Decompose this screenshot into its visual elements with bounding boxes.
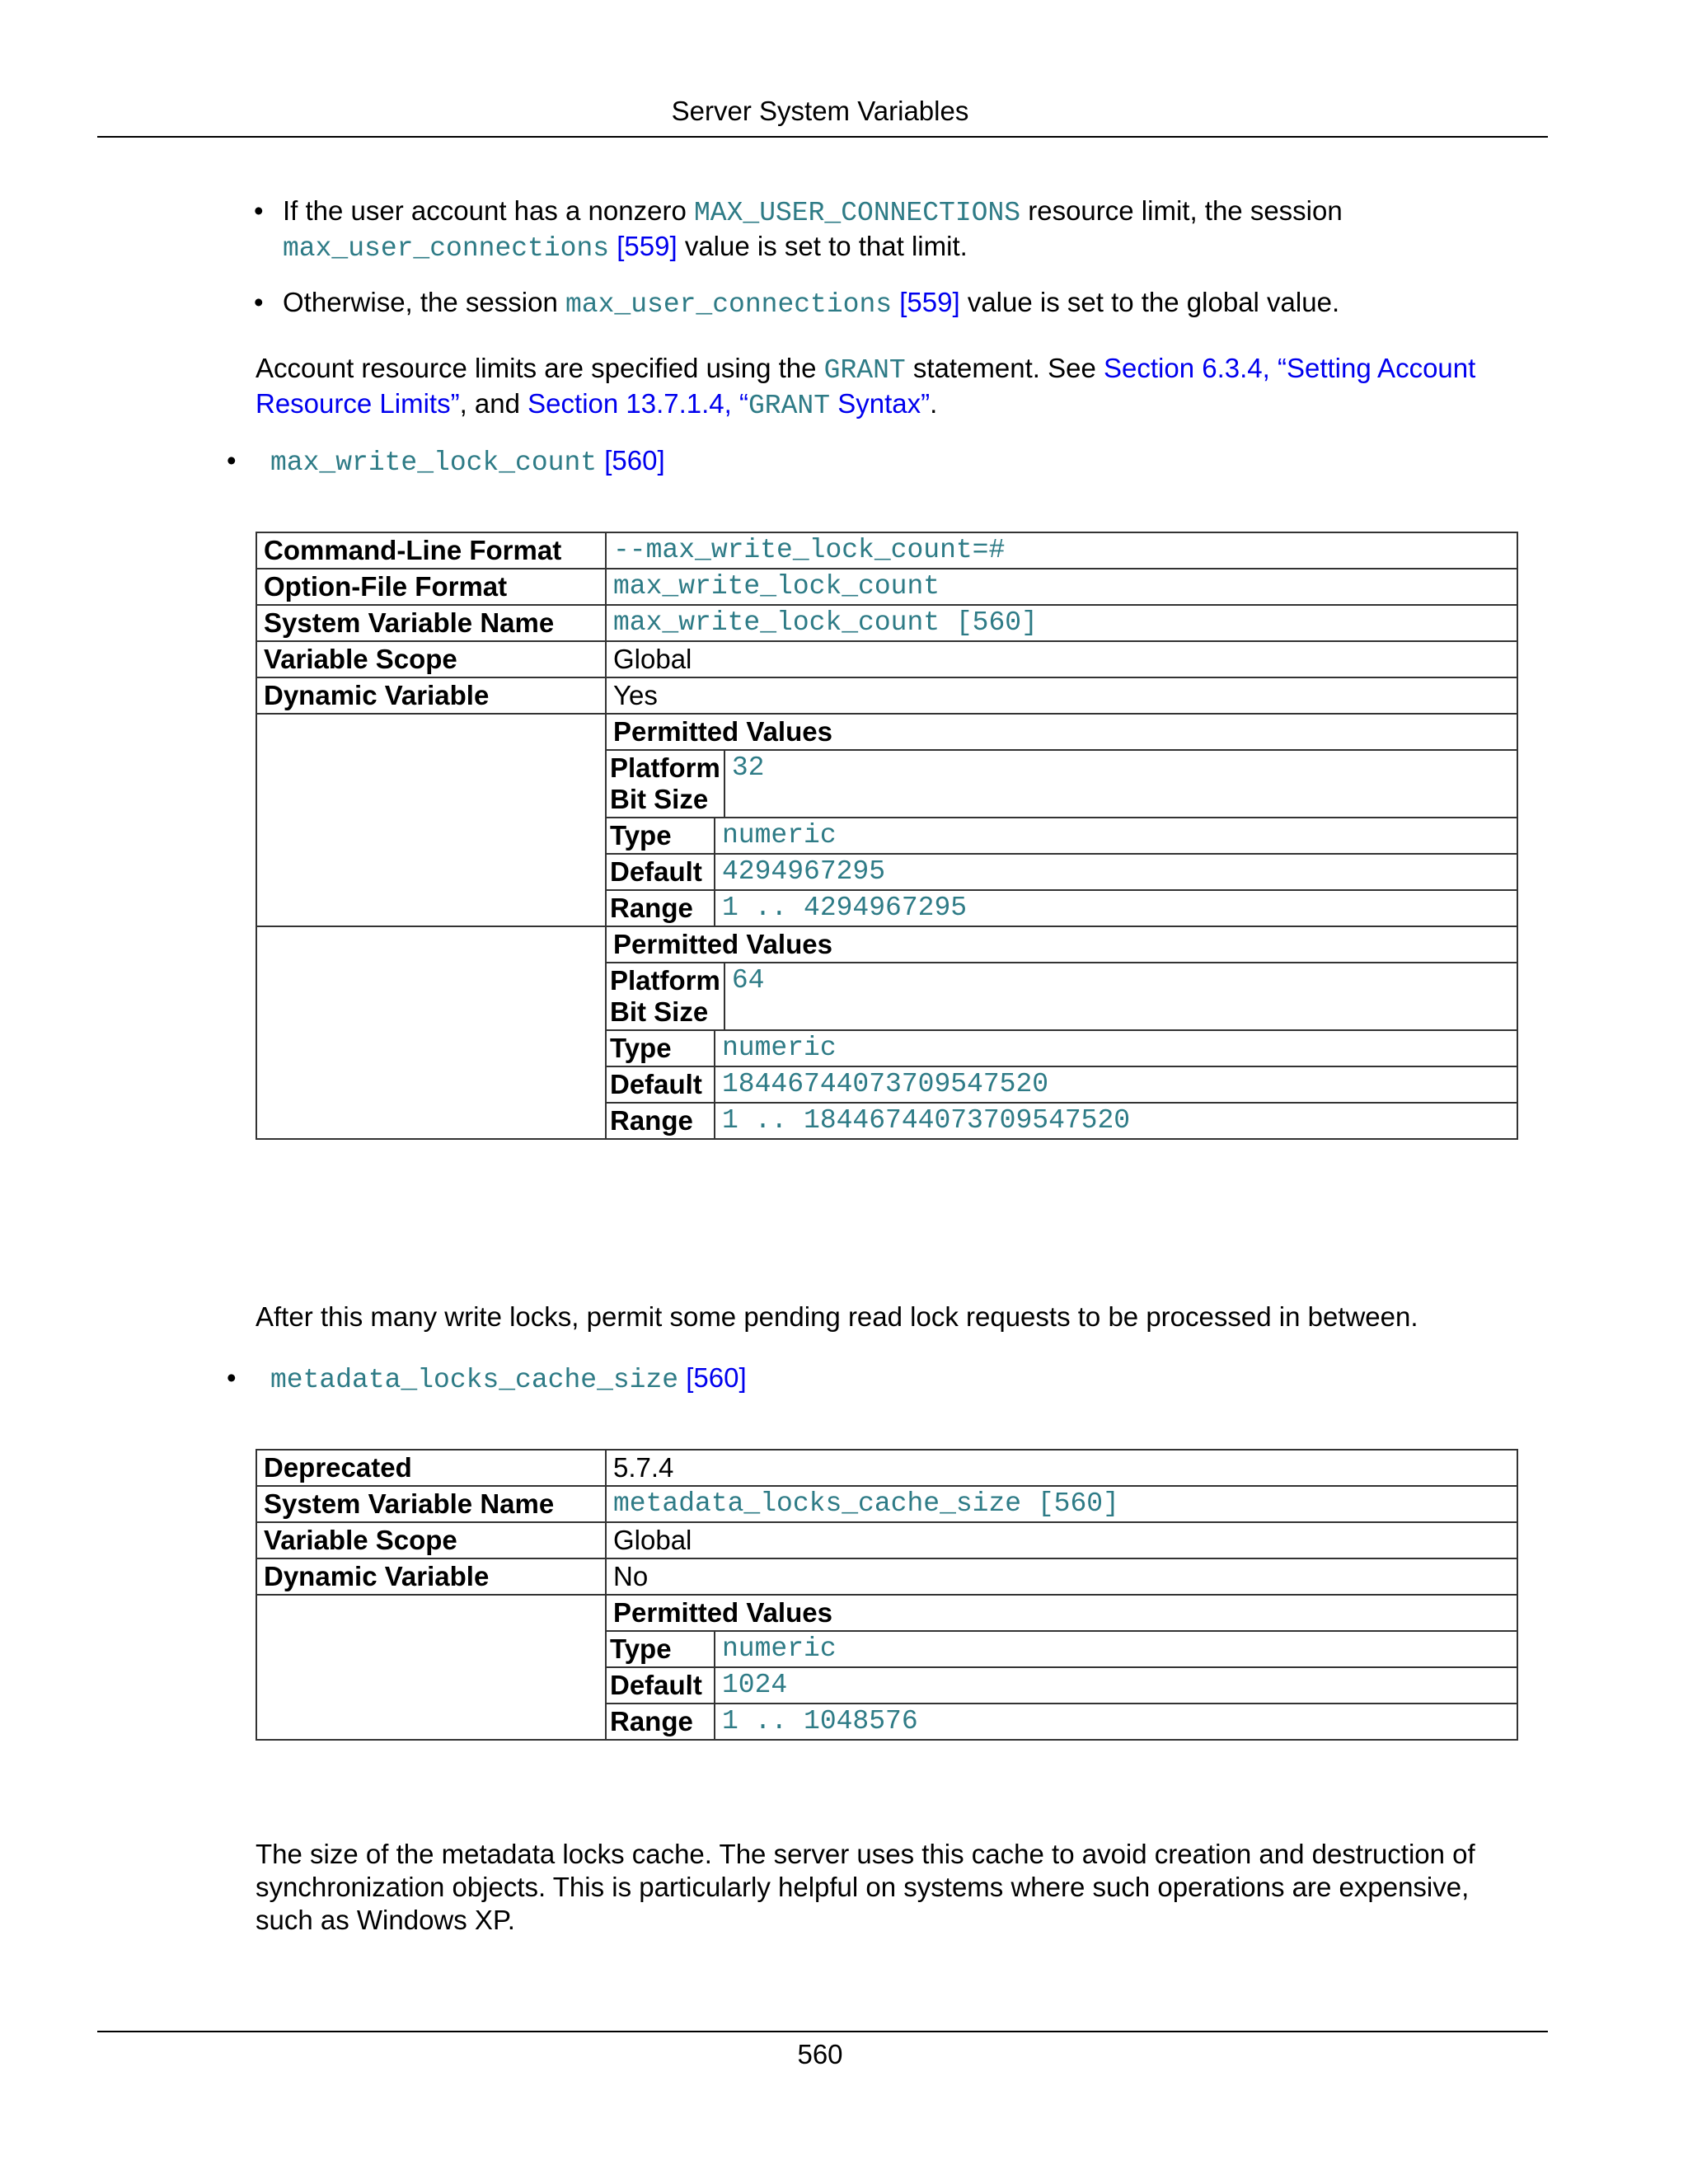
empty-cell — [256, 714, 606, 926]
inner-table — [607, 891, 1517, 926]
row-label: Deprecated — [256, 1450, 606, 1486]
table-row — [256, 1486, 1517, 1522]
row-value: max_write_lock_count — [606, 569, 1517, 605]
row-value: Global — [606, 1522, 1517, 1558]
table-row — [256, 569, 1517, 605]
table-row — [256, 714, 1517, 750]
link-section-6-3-4-cont[interactable]: Resource Limits” — [256, 388, 460, 419]
bullet-dot: • — [254, 287, 264, 317]
bullet-dot: • — [227, 445, 237, 476]
type-value: numeric — [722, 820, 837, 851]
permitted-values-subtable — [606, 1030, 1517, 1066]
footer-rule — [97, 2031, 1548, 2032]
ref-link-560[interactable]: [560] — [686, 1362, 747, 1393]
inner-table — [607, 963, 1517, 1029]
row-value: --max_write_lock_count=# — [606, 532, 1517, 569]
page-number: 560 — [797, 2039, 843, 2069]
table-row — [256, 926, 1517, 963]
page-header-title: Server System Variables — [671, 96, 969, 126]
table-row — [256, 1522, 1517, 1558]
header-rule — [97, 136, 1548, 138]
platform-value: 32 — [731, 752, 765, 783]
platform-label — [607, 751, 724, 817]
inner-table — [607, 1704, 1517, 1739]
range-label: Range — [607, 1104, 715, 1138]
row-value: Yes — [606, 677, 1517, 714]
table-row — [256, 1595, 1517, 1631]
table-row — [256, 605, 1517, 641]
inner-table — [607, 1668, 1517, 1703]
link-max-user-connections[interactable]: max_user_connections — [565, 289, 893, 320]
row-value: 5.7.4 — [606, 1450, 1517, 1486]
text: Bit Size — [610, 784, 709, 814]
range-label: Range — [607, 1704, 715, 1739]
inner-table — [607, 1104, 1517, 1138]
permitted-values-subtable — [606, 1631, 1517, 1667]
bullet-dot: • — [227, 1362, 237, 1393]
range-value: 1 .. 1048576 — [722, 1706, 918, 1736]
permitted-values-subtable — [606, 890, 1517, 926]
metadata-locks-cache-size-table — [256, 1449, 1518, 1741]
type-value: numeric — [722, 1633, 837, 1664]
row-value: No — [606, 1558, 1517, 1595]
row-label: System Variable Name — [256, 1486, 606, 1522]
permitted-values-subtable — [606, 1103, 1517, 1139]
default-value: 18446744073709547520 — [722, 1069, 1049, 1099]
link-section-13-7-1-4-code[interactable]: GRANT — [748, 391, 831, 421]
var-heading-metadata-locks-cache-size — [270, 1361, 747, 1397]
account-limits-paragraph — [256, 352, 1541, 423]
link-max-user-connections[interactable]: max_user_connections — [283, 233, 610, 264]
text: , and — [459, 388, 528, 419]
link-section-6-3-4[interactable]: Section 6.3.4, “Setting Account — [1104, 353, 1476, 383]
table-row — [256, 641, 1517, 677]
row-label: Dynamic Variable — [256, 1558, 606, 1595]
text: Platform — [610, 965, 720, 996]
max-write-lock-count-table — [256, 532, 1518, 1140]
range-value: 1 .. 4294967295 — [722, 893, 968, 923]
default-label: Default — [607, 1668, 715, 1703]
text: value is set to the global value. — [959, 287, 1340, 317]
bullet-dot: • — [254, 195, 264, 226]
empty-cell — [256, 926, 606, 1139]
permitted-values-head: Permitted Values — [606, 1595, 1517, 1631]
range-value: 1 .. 18446744073709547520 — [722, 1105, 1131, 1136]
permitted-values-subtable — [606, 1667, 1517, 1704]
ref-link-560[interactable]: [560] — [604, 445, 665, 476]
platform-value: 64 — [731, 965, 765, 996]
text: Otherwise, the session — [283, 287, 565, 317]
table-row — [256, 532, 1517, 569]
range-label: Range — [607, 891, 715, 926]
text: If the user account has a nonzero — [283, 195, 694, 226]
code-max-user-connections-upper: MAX_USER_CONNECTIONS — [693, 198, 1021, 228]
default-label: Default — [607, 1067, 715, 1102]
text: such as Windows XP. — [256, 1905, 515, 1935]
inner-table — [607, 1067, 1517, 1102]
row-value-link[interactable]: metadata_locks_cache_size [560] — [606, 1486, 1517, 1522]
link-section-13-7-1-4-cont[interactable]: Syntax” — [830, 388, 931, 419]
code-grant: GRANT — [823, 355, 906, 386]
text: Account resource limits are specified using the — [256, 353, 824, 383]
inner-table — [607, 1031, 1517, 1066]
text: Platform — [610, 752, 720, 783]
text: Bit Size — [610, 996, 709, 1027]
intro-bullet-2 — [283, 286, 1519, 321]
permitted-values-subtable — [606, 854, 1517, 890]
var-name-link[interactable]: metadata_locks_cache_size — [270, 1365, 679, 1395]
var-name-link[interactable]: max_write_lock_count — [270, 448, 598, 478]
row-label: Option-File Format — [256, 569, 606, 605]
platform-label — [607, 963, 724, 1029]
permitted-values-subtable — [606, 1704, 1517, 1740]
text: synchronization objects. This is particularly helpful on systems where such operations are expensive, — [256, 1872, 1470, 1902]
ref-link-559[interactable]: [559] — [617, 231, 678, 261]
max-write-lock-count-description: After this many write locks, permit some pending read lock requests to be processed in between. — [256, 1301, 1418, 1332]
metadata-locks-cache-size-description — [256, 1838, 1574, 1937]
ref-link-559[interactable]: [559] — [899, 287, 960, 317]
var-heading-max-write-lock-count — [270, 444, 665, 480]
row-label: Dynamic Variable — [256, 677, 606, 714]
default-value: 4294967295 — [722, 856, 886, 887]
row-label: Command-Line Format — [256, 532, 606, 569]
default-value: 1024 — [722, 1670, 788, 1700]
row-label: Variable Scope — [256, 1522, 606, 1558]
default-label: Default — [607, 855, 715, 889]
table-row — [256, 1450, 1517, 1486]
permitted-values-subtable — [606, 750, 1517, 818]
intro-bullet-1 — [283, 194, 1519, 265]
row-label: Variable Scope — [256, 641, 606, 677]
text: The size of the metadata locks cache. The server uses this cache to avoid creation and destruction of — [256, 1839, 1475, 1869]
text: statement. See — [905, 353, 1104, 383]
row-label: System Variable Name — [256, 605, 606, 641]
text: value is set to that limit. — [677, 231, 968, 261]
empty-cell — [256, 1595, 606, 1740]
permitted-values-head: Permitted Values — [606, 926, 1517, 963]
permitted-values-subtable — [606, 963, 1517, 1030]
type-value: numeric — [722, 1033, 837, 1063]
inner-table — [607, 751, 1517, 817]
inner-table — [607, 855, 1517, 889]
permitted-values-subtable — [606, 1066, 1517, 1103]
row-value-link[interactable]: max_write_lock_count [560] — [606, 605, 1517, 641]
table-row — [256, 677, 1517, 714]
type-label: Type — [607, 1031, 715, 1066]
permitted-values-subtable — [606, 818, 1517, 854]
row-value: Global — [606, 641, 1517, 677]
permitted-values-head: Permitted Values — [606, 714, 1517, 750]
link-section-13-7-1-4[interactable]: Section 13.7.1.4, “ — [528, 388, 748, 419]
table-row — [256, 1558, 1517, 1595]
type-label: Type — [607, 1632, 715, 1666]
inner-table — [607, 1632, 1517, 1666]
text: resource limit, the session — [1020, 195, 1343, 226]
text: . — [930, 388, 938, 419]
type-label: Type — [607, 818, 715, 853]
inner-table — [607, 818, 1517, 853]
